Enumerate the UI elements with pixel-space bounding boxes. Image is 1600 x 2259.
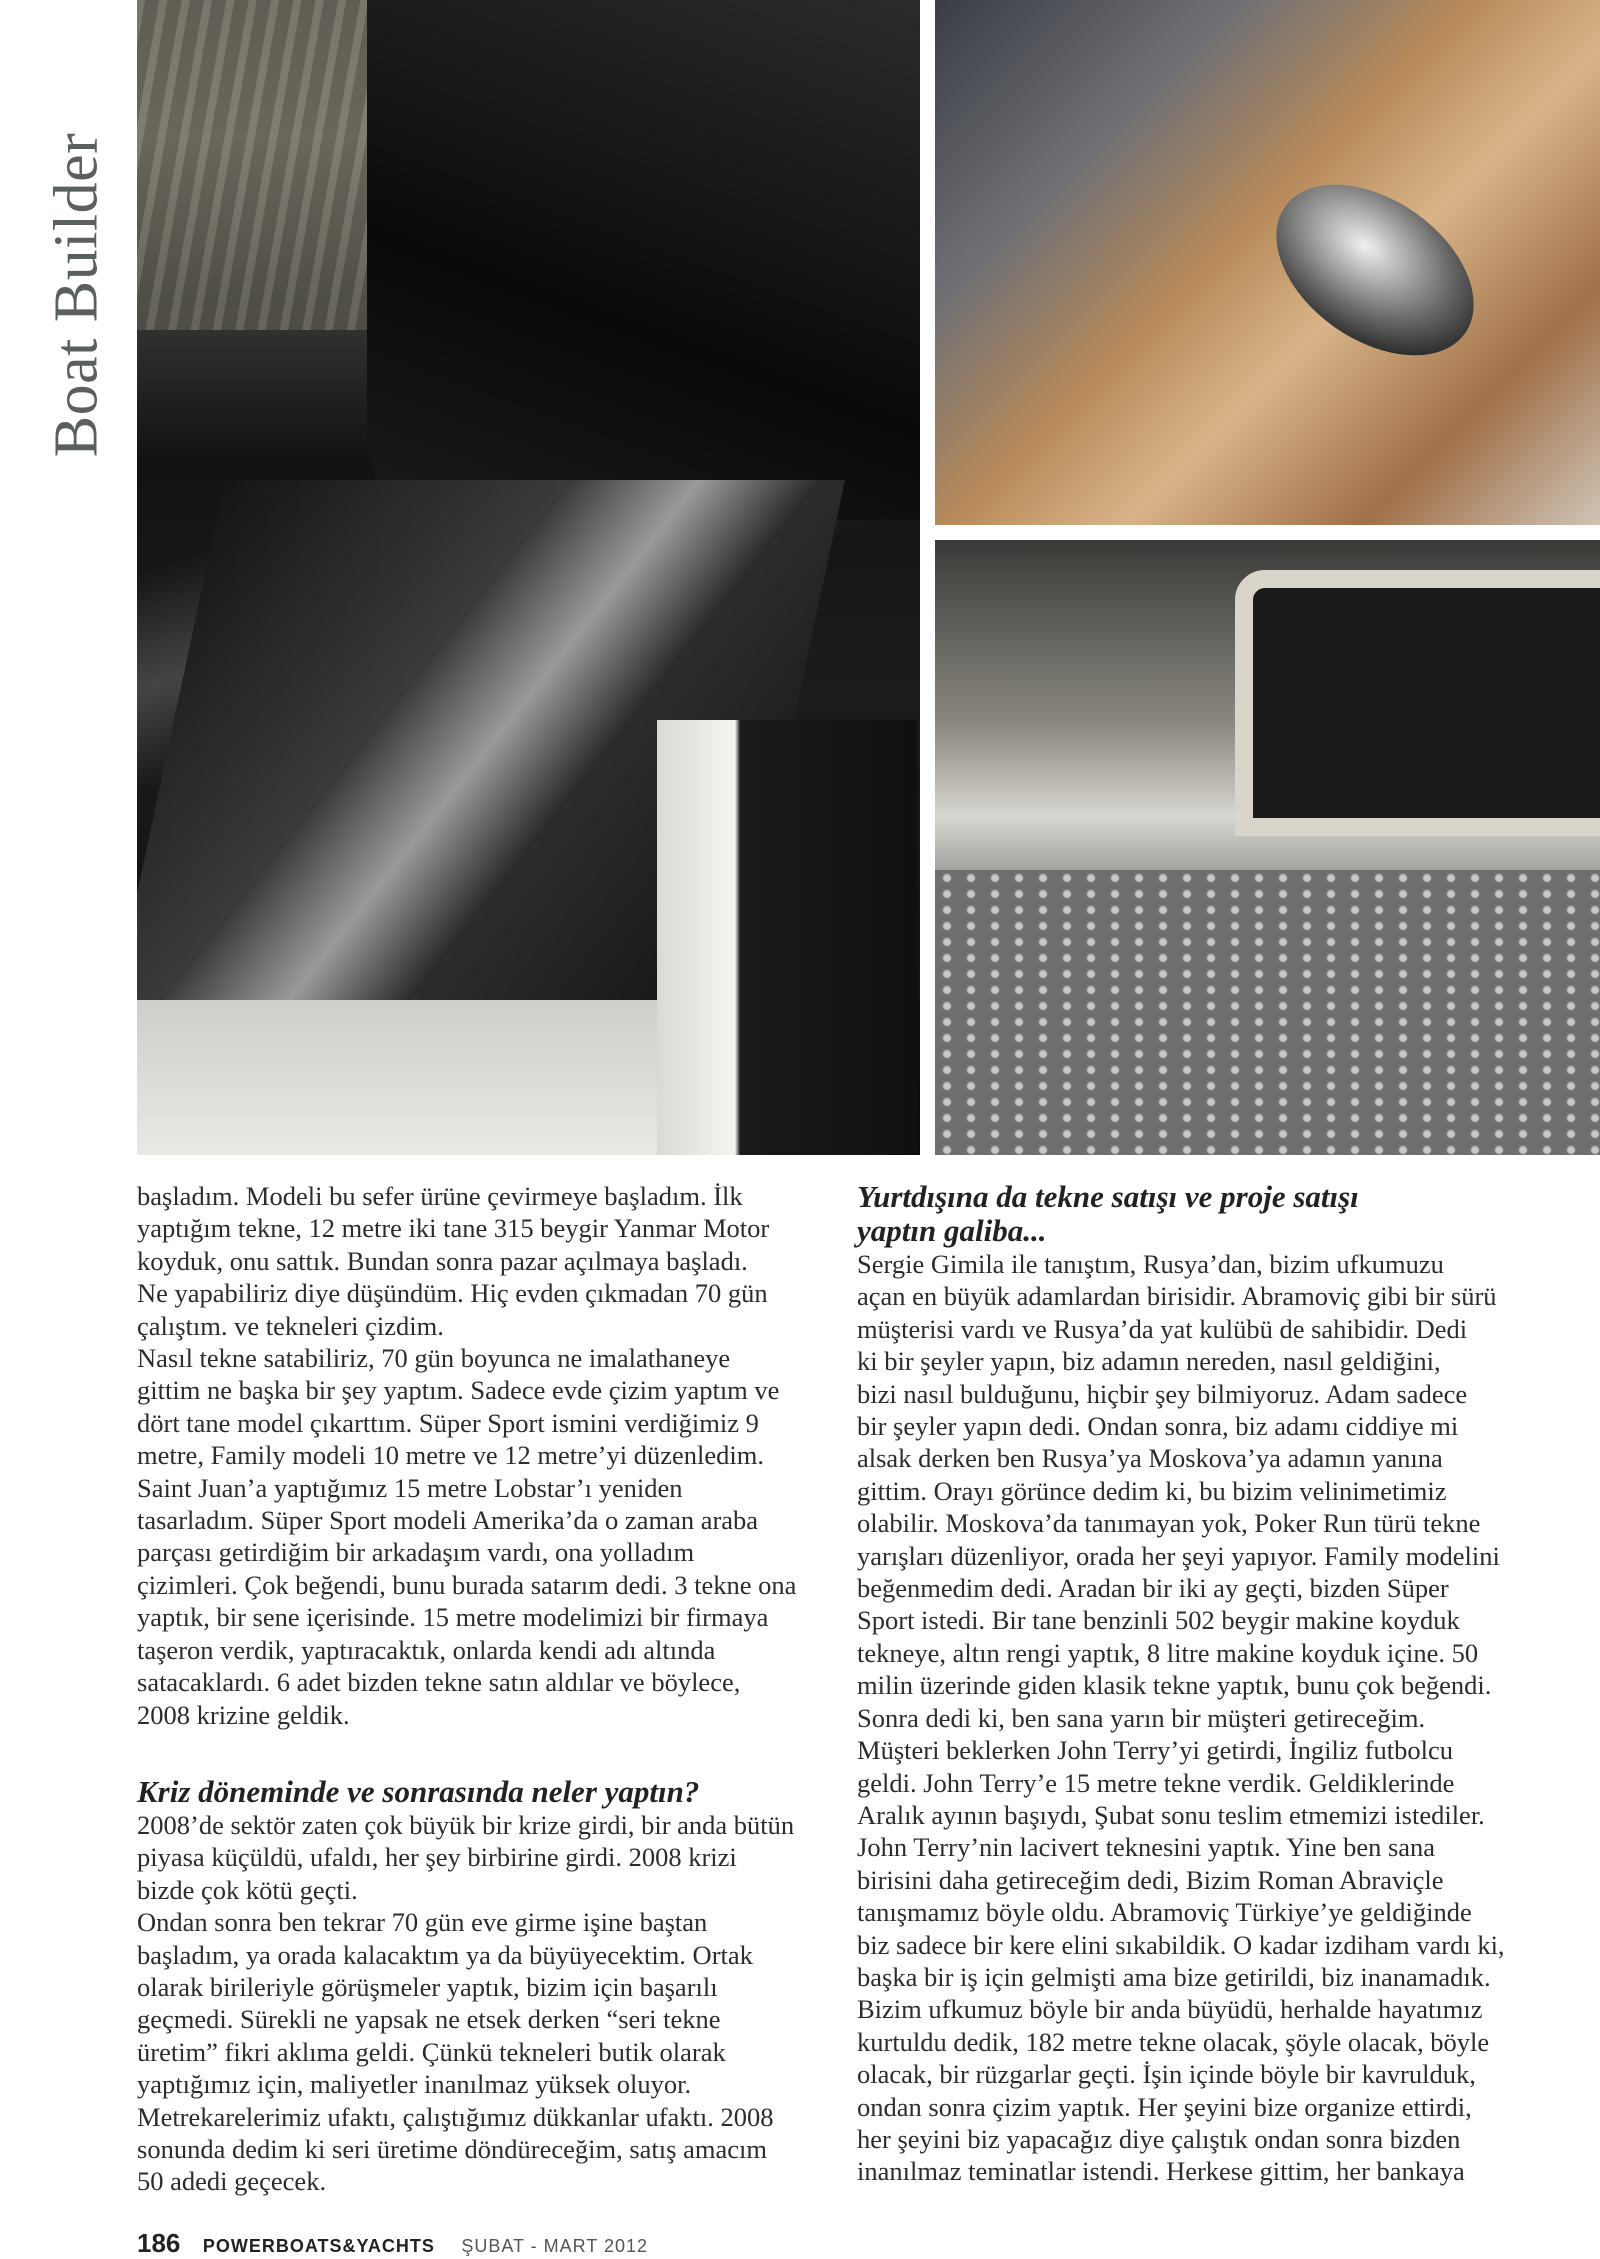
text-line: alsak derken ben Rusya’ya Moskova’ya adamın yanına bbox=[857, 1443, 1443, 1474]
text-line: sonunda dedim ki seri üretime döndüreceğim, satış amacım bbox=[137, 2133, 767, 2164]
text-line: çalıştım. ve tekneleri çizdim. bbox=[137, 1310, 444, 1341]
text-line: tekneye, altın rengi yaptık, 8 litre makine koyduk içine. 50 bbox=[857, 1637, 1479, 1668]
cleat bbox=[1245, 150, 1506, 391]
hull-side bbox=[367, 0, 920, 520]
text-line: Nasıl tekne satabiliriz, 70 gün boyunca ne imalathaneye bbox=[137, 1343, 731, 1374]
page-number: 186 bbox=[137, 2228, 181, 2258]
text-line: 2008’de sektör zaten çok büyük bir krize girdi, bir anda bütün bbox=[137, 1809, 795, 1840]
section-label bbox=[22, 120, 132, 470]
text-line: yaptığım tekne, 12 metre iki tane 315 beygir Yanmar Motor bbox=[137, 1213, 770, 1244]
magazine-name: POWERBOATS&YACHTS bbox=[202, 2236, 435, 2256]
issue-date: ŞUBAT - MART 2012 bbox=[461, 2236, 649, 2256]
cabin-window bbox=[1235, 570, 1600, 836]
text-line: yaptığımız için, maliyetler inanılmaz yüksek oluyor. bbox=[137, 2069, 692, 2100]
text-line: Bizim ufkumuz böyle bir anda büyüdü, herhalde hayatımız bbox=[857, 1994, 1483, 2025]
photo-boat-hull-workshop bbox=[137, 0, 920, 1155]
text-line: Sonra dedi ki, ben sana yarın bir müşteri getireceğim. bbox=[857, 1702, 1426, 1733]
text-line: birisini daha getireceğim dedi, Bizim Roman Abraviçle bbox=[857, 1864, 1444, 1895]
text-line: Aralık ayının başıydı, Şubat sonu teslim etmemizi istediler. bbox=[857, 1799, 1485, 1830]
white-base bbox=[137, 1000, 657, 1155]
text-line: olabilir. Moskova’da tanımayan yok, Poker Run türü tekne bbox=[857, 1508, 1481, 1539]
text-line: Sergie Gimila ile tanıştım, Rusya’dan, bizim ufkumuzu bbox=[857, 1249, 1444, 1279]
text-line: parçası getirdiğim bir arkadaşım vardı, ona yolladım bbox=[137, 1537, 695, 1568]
text-line: John Terry’nin lacivert teknesini yaptık. Yine ben sana bbox=[857, 1832, 1436, 1863]
section-heading-abroad-line1: Yurtdışına da tekne satışı ve proje satışı bbox=[857, 1179, 1359, 1214]
text-line: ki bir şeyler yapın, biz adamın nereden, nasıl geldiğini, bbox=[857, 1346, 1441, 1377]
text-line: inanılmaz teminatlar istendi. Herkese gittim, her bankaya bbox=[857, 2156, 1465, 2187]
text-line: bizi nasıl bulduğunu, hiçbir şey bilmiyoruz. Adam sadece bbox=[857, 1378, 1468, 1409]
text-line: 50 adedi geçecek. bbox=[137, 2166, 327, 2197]
text-line: milin üzerinde giden klasik tekne yaptık, bunu çok beğendi. bbox=[857, 1670, 1492, 1701]
paragraphs bbox=[857, 1248, 1557, 2188]
text-line: bir şeyler yapın dedi. Ondan sonra, biz adamı ciddiye mi bbox=[857, 1411, 1459, 1442]
text-line: Müşteri beklerken John Terry’yi getirdi, İngiliz futbolcu bbox=[857, 1735, 1453, 1766]
text-line: Ondan sonra ben tekrar 70 gün eve girme işine baştan bbox=[137, 1907, 708, 1938]
text-line: çizimleri. Çok beğendi, bunu burada satarım dedi. 3 tekne ona bbox=[137, 1569, 797, 1600]
text-line: başka bir iş için gelmişti ama bize getirildi, biz inanamadık. bbox=[857, 1961, 1491, 1992]
photo-deck-cleat bbox=[935, 0, 1600, 525]
text-line: Ne yapabiliriz diye düşündüm. Hiç evden çıkmadan 70 gün bbox=[137, 1278, 768, 1309]
text-line: beğenmedim dedi. Aradan bir iki ay geçti, bizden Süper bbox=[857, 1573, 1449, 1604]
text-line: kurtuldu dedik, 182 metre tekne olacak, şöyle olacak, böyle bbox=[857, 2026, 1490, 2057]
text-line: taşeron verdik, yaptıracaktık, onlarda kendi adı altında bbox=[137, 1634, 716, 1665]
text-line: her şeyini biz yapacağız diye çalıştık ondan sonra bizden bbox=[857, 2123, 1461, 2154]
text-line: piyasa küçüldü, ufaldı, her şey birbirine girdi. 2008 krizi bbox=[137, 1842, 737, 1873]
text-line: satacaklardı. 6 adet bizden tekne satın aldılar ve böylece, bbox=[137, 1667, 741, 1698]
text-line: açan en büyük adamlardan birisidir. Abramoviç gibi bir sürü bbox=[857, 1281, 1497, 1312]
text-line: yarışları düzenliyor, orada her şeyi yapıyor. Family modelini bbox=[857, 1540, 1500, 1571]
paragraph bbox=[137, 1809, 827, 1906]
text-line: gittim ne başka bir şey yaptım. Sadece evde çizim yaptım ve bbox=[137, 1375, 780, 1406]
text-line: koyduk, onu sattık. Bundan sonra pazar açılmaya başladı. bbox=[137, 1245, 748, 1276]
text-line: 2008 krizine geldik. bbox=[137, 1699, 350, 1730]
text-line: Metrekarelerimiz ufaktı, çalıştığımız dükkanlar ufaktı. 2008 bbox=[137, 2101, 774, 2132]
support-stand bbox=[657, 720, 917, 1155]
text-line: geçmedi. Sürekli ne yapsak ne etsek derken “seri tekne bbox=[137, 2004, 721, 2035]
article-column-left bbox=[137, 1180, 827, 2198]
text-line: geldi. John Terry’e 15 metre tekne verdik. Geldiklerinde bbox=[857, 1767, 1455, 1798]
text-line: Saint Juan’a yaptığımız 15 metre Lobstar’ı yeniden bbox=[137, 1472, 683, 1503]
paragraph bbox=[137, 1906, 827, 2198]
text-line: Sport istedi. Bir tane benzinli 502 beygir makine koyduk bbox=[857, 1605, 1460, 1636]
text-line: başladım, ya orada kalacaktım ya da büyüyecektim. Ortak bbox=[137, 1939, 753, 1970]
text-line: olarak birileriyle görüşmeler yaptık, bizim için başarılı bbox=[137, 1971, 718, 2002]
section-heading-crisis: Kriz döneminde ve sonrasında neler yaptın? bbox=[137, 1773, 700, 1809]
text-line: ondan sonra çizim yaptık. Her şeyini bize organize ettirdi, bbox=[857, 2091, 1472, 2122]
tread-plate bbox=[935, 870, 1600, 1155]
paragraph bbox=[857, 1248, 1557, 2188]
text-line: başladım. Modeli bu sefer ürüne çevirmeye başladım. İlk bbox=[137, 1181, 743, 1211]
text-line: dört tane model çıkarttım. Süper Sport ismini verdiğimiz 9 bbox=[137, 1407, 759, 1438]
text-line: metre, Family modeli 10 metre ve 12 metre’yi düzenledim. bbox=[137, 1440, 764, 1471]
paragraphs-before bbox=[137, 1180, 827, 1731]
section-label-text: Boat Builder bbox=[42, 132, 111, 458]
text-line: tasarladım. Süper Sport modeli Amerika’da o zaman araba bbox=[137, 1505, 759, 1536]
text-line: müşterisi vardı ve Rusya’da yat kulübü de sahibidir. Dedi bbox=[857, 1313, 1468, 1344]
text-line: biz sadece bir kere elini sıkabildik. O kadar izdiham vardı ki, bbox=[857, 1929, 1505, 1960]
paragraph bbox=[137, 1342, 827, 1731]
article-column-right bbox=[857, 1180, 1557, 2188]
page-footer bbox=[137, 2228, 648, 2259]
text-line: yaptık, bir sene içerisinde. 15 metre modelimizi bir firmaya bbox=[137, 1602, 769, 1633]
text-line: gittim. Orayı görünce dedim ki, bu bizim velinimetimiz bbox=[857, 1475, 1447, 1506]
text-line: olacak, bir rüzgarlar geçti. İşin içinde böyle bir kavrulduk, bbox=[857, 2059, 1476, 2090]
text-line: bizde çok kötü geçti. bbox=[137, 1874, 358, 1905]
section-heading-abroad-line2: yaptın galiba... bbox=[857, 1213, 1047, 1248]
paragraph bbox=[137, 1180, 827, 1342]
paragraphs-after bbox=[137, 1809, 827, 2198]
text-line: tanışmamız böyle oldu. Abramoviç Türkiye’ye geldiğinde bbox=[857, 1897, 1472, 1928]
photo-cabin-tread-deck bbox=[935, 540, 1600, 1155]
text-line: üretim” fikri aklıma geldi. Çünkü tekneleri butik olarak bbox=[137, 2036, 726, 2067]
